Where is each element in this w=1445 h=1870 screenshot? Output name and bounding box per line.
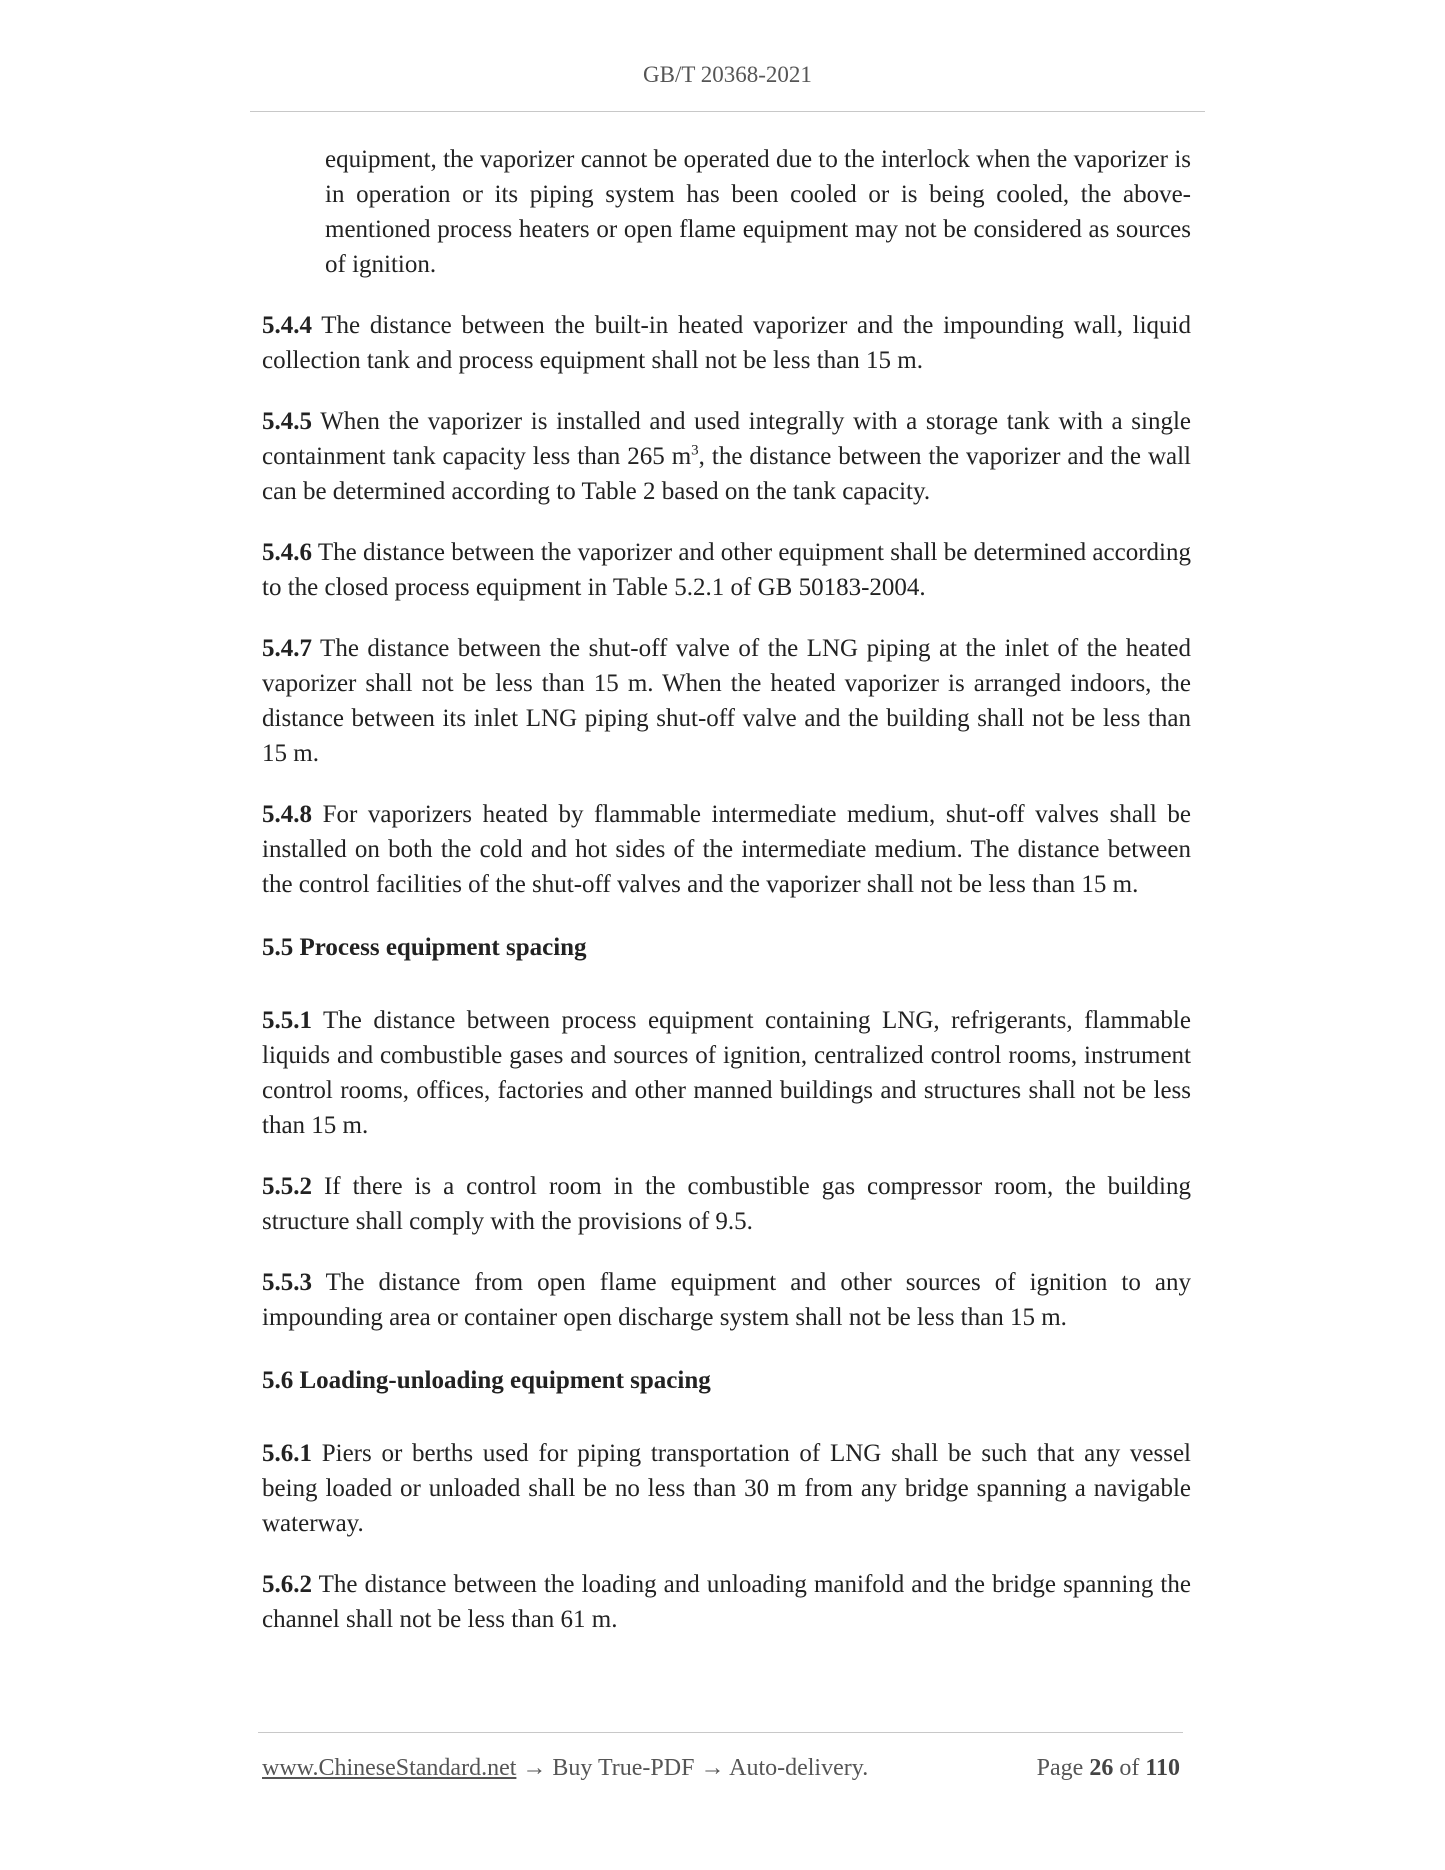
clause-number: 5.6.1	[262, 1440, 312, 1467]
clause-5-4-5	[262, 404, 1191, 509]
continued-paragraph: equipment, the vaporizer cannot be operated due to the interlock when the vaporizer is in operation or its piping system has been cooled or is being cooled, the above-mentioned process heaters or open flame equipment may not be considered as sources of ignition.	[325, 146, 1191, 278]
header-divider	[250, 111, 1205, 112]
clause-5-4-8	[262, 797, 1191, 902]
document-id-header: GB/T 20368-2021	[643, 62, 812, 87]
clause-5-4-6	[262, 535, 1191, 605]
clause-text: The distance between the shut-off valve of the LNG piping at the inlet of the heated vaporizer shall not be less than 15 m. When the heated vaporizer is arranged indoors, the distance between its inlet LNG piping shut-off valve and the building shall not be less than 15 m.	[262, 635, 1191, 767]
clause-number: 5.5.2	[262, 1173, 312, 1200]
clause-text: When the vaporizer is installed and used integrally with a storage tank with a single containment tank capacity less than 265 m	[262, 408, 1191, 470]
clause-number: 5.4.4	[262, 312, 312, 339]
clause-number: 5.6.2	[262, 1571, 312, 1598]
clause-text: The distance between process equipment containing LNG, refrigerants, flammable liquids and combustible gases and sources of ignition, centralized control rooms, instrument control rooms, offices, factories and other manned buildings and structures shall not be less than 15 m.	[262, 1007, 1191, 1139]
clause-number: 5.4.8	[262, 801, 312, 828]
page-indicator	[1037, 1755, 1180, 1782]
section-heading-5-5: 5.5 Process equipment spacing	[262, 934, 587, 961]
clause-text: , the distance between the vaporizer and the wall can be determined according to Table 2 based on the tank capacity.	[262, 443, 1191, 505]
clause-text: For vaporizers heated by flammable intermediate medium, shut-off valves shall be installed on both the cold and hot sides of the intermediate medium. The distance between the control facilities of the shut-off valves and the vaporizer shall not be less than 15 m.	[262, 801, 1191, 898]
clause-text: If there is a control room in the combustible gas compressor room, the building structure shall comply with the provisions of 9.5.	[262, 1173, 1192, 1235]
superscript: 3	[691, 442, 699, 459]
footer-divider	[258, 1732, 1183, 1733]
clause-5-6-1	[262, 1436, 1191, 1541]
page-footer	[262, 1755, 1180, 1782]
clause-text: Piers or berths used for piping transportation of LNG shall be such that any vessel being loaded or unloaded shall be no less than 30 m from any bridge spanning a navigable waterway.	[262, 1440, 1192, 1537]
clause-text: The distance from open flame equipment and other sources of ignition to any impounding area or container open discharge system shall not be less than 15 m.	[262, 1269, 1191, 1331]
clause-5-5-3	[262, 1265, 1191, 1335]
website-link[interactable]: www.ChineseStandard.net	[262, 1755, 517, 1781]
clause-number: 5.4.6	[262, 539, 312, 566]
clause-number: 5.5.1	[262, 1007, 312, 1034]
document-body	[262, 142, 1191, 1663]
clause-number: 5.4.7	[262, 635, 312, 662]
clause-5-5-2	[262, 1169, 1191, 1239]
clause-5-4-4	[262, 308, 1191, 378]
page-label: Page	[1036, 1755, 1084, 1781]
section-heading-5-6: 5.6 Loading-unloading equipment spacing	[262, 1367, 711, 1394]
clause-5-4-7	[262, 631, 1191, 771]
clause-text: The distance between the loading and unloading manifold and the bridge spanning the channel shall not be less than 61 m.	[262, 1571, 1191, 1633]
clause-text: The distance between the vaporizer and other equipment shall be determined according to the closed process equipment in Table 5.2.1 of GB 50183-2004.	[262, 539, 1191, 601]
clause-number: 5.5.3	[262, 1269, 312, 1296]
promo-text: → Buy True-PDF → Auto-delivery.	[516, 1755, 869, 1781]
clause-number: 5.4.5	[262, 408, 312, 435]
clause-5-5-1	[262, 1003, 1191, 1143]
of-label: of	[1119, 1755, 1140, 1781]
clause-text: The distance between the built-in heated vaporizer and the impounding wall, liquid collection tank and process equipment shall not be less than 15 m.	[262, 312, 1191, 374]
page-number: 26	[1089, 1755, 1114, 1781]
footer-promo	[262, 1755, 868, 1782]
page-total: 110	[1145, 1755, 1180, 1781]
clause-5-6-2	[262, 1567, 1191, 1637]
